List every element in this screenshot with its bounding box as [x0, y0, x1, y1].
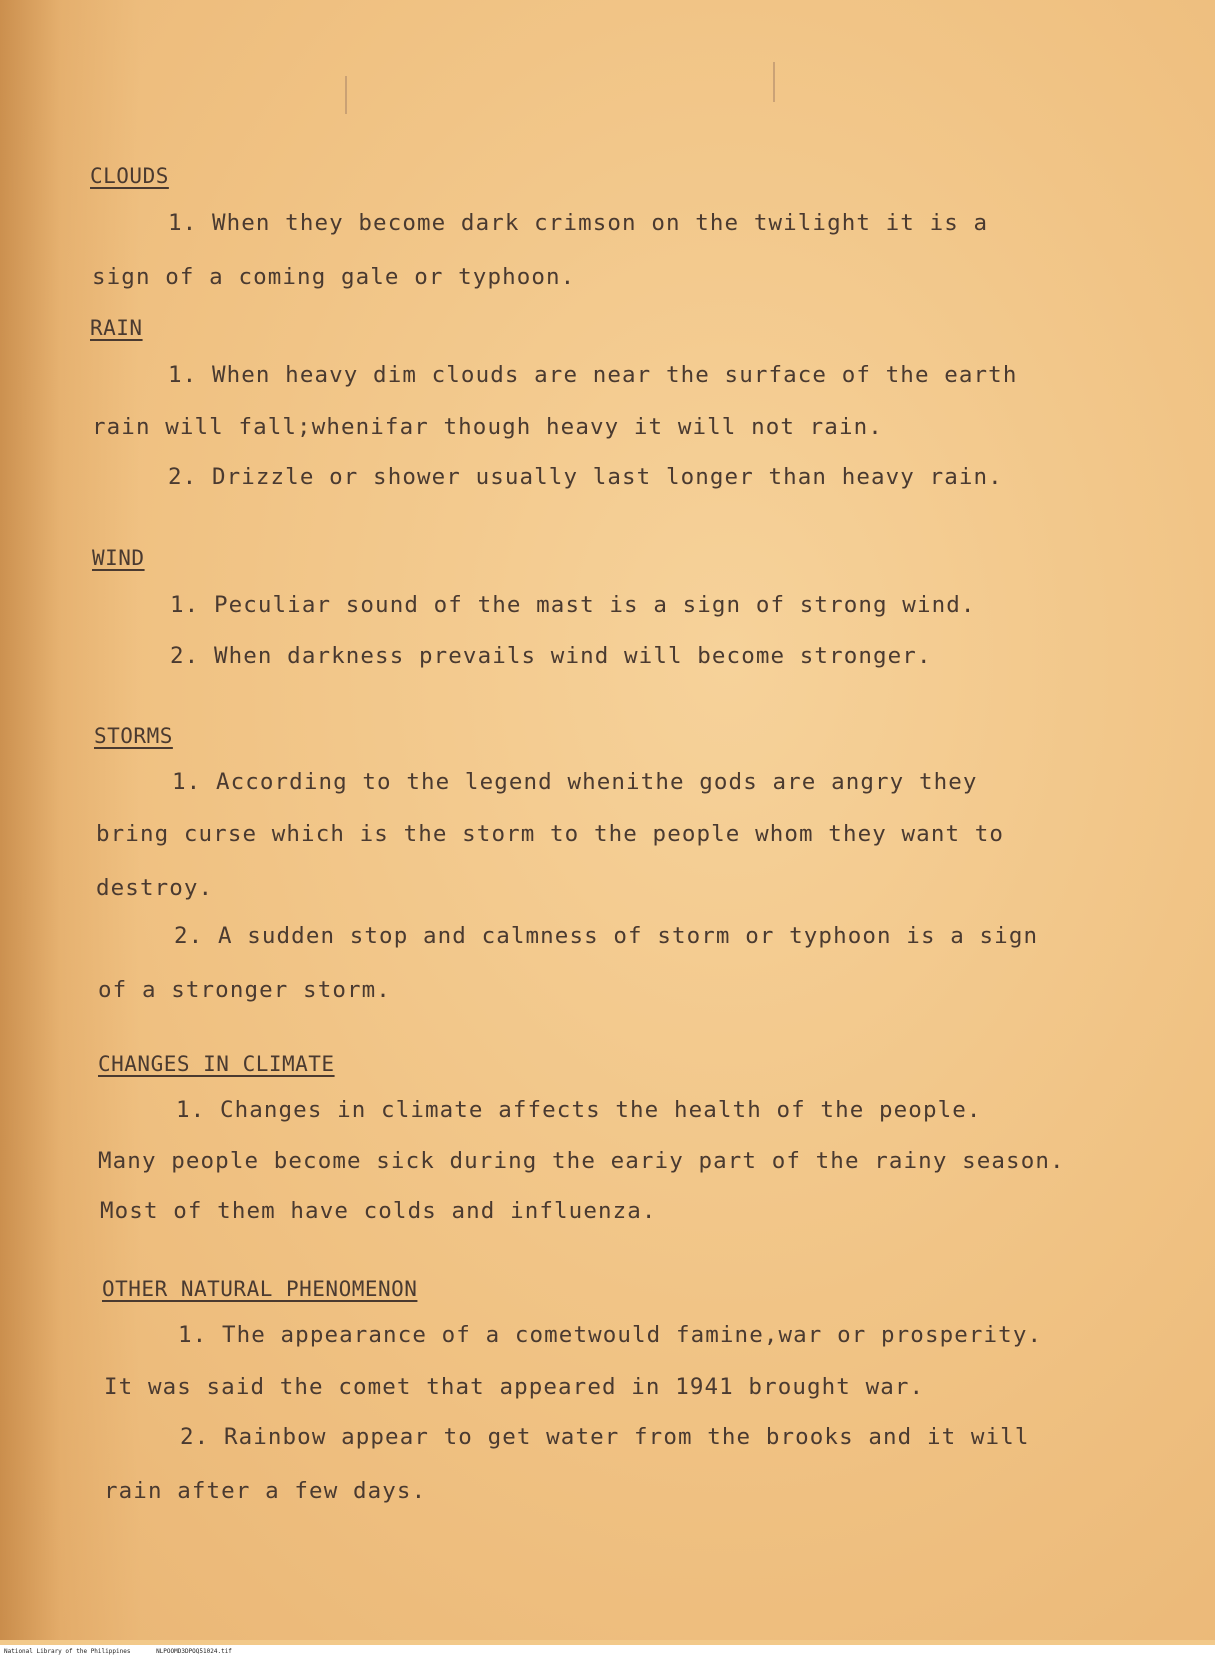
text-line: 1. The appearance of a cometwould famine,war or prosperity. [178, 1322, 1043, 1348]
text-line: of a stronger storm. [98, 977, 391, 1003]
heading-rain: RAIN [90, 316, 143, 340]
text-line: 1. When heavy dim clouds are near the surface of the earth [168, 362, 1018, 388]
text-line: 2. When darkness prevails wind will become stronger. [170, 643, 932, 669]
text-line: 2. A sudden stop and calmness of storm or typhoon is a sign [174, 923, 1039, 949]
text-line: 2. Drizzle or shower usually last longer than heavy rain. [168, 464, 1003, 490]
heading-storms: STORMS [94, 724, 173, 748]
text-line: rain after a few days. [104, 1478, 427, 1504]
scan-footer [0, 1645, 1215, 1658]
heading-wind: WIND [92, 546, 145, 570]
staple-mark-right [773, 62, 775, 102]
text-line: 1. Changes in climate affects the health of the people. [176, 1097, 982, 1123]
text-line: 1. According to the legend whenithe gods are angry they [172, 769, 978, 795]
text-line: Many people become sick during the eariy part of the rainy season. [98, 1148, 1065, 1174]
text-line: destroy. [96, 875, 214, 901]
text-line: 1. Peculiar sound of the mast is a sign of strong wind. [170, 592, 976, 618]
heading-changes-in-climate: CHANGES IN CLIMATE [98, 1052, 335, 1076]
footer-file-id: NLPOOMD3DPOQ51024.tif [156, 1648, 232, 1655]
text-line: 1. When they become dark crimson on the twilight it is a [168, 210, 989, 236]
text-line: sign of a coming gale or typhoon. [92, 264, 576, 290]
text-line: Most of them have colds and influenza. [100, 1198, 657, 1224]
text-line: bring curse which is the storm to the people whom they want to [96, 821, 1005, 847]
heading-other-natural-phenomenon: OTHER NATURAL PHENOMENON [102, 1277, 418, 1301]
heading-clouds: CLOUDS [90, 164, 169, 188]
staple-mark-left [345, 76, 347, 114]
text-line: 2. Rainbow appear to get water from the brooks and it will [180, 1424, 1030, 1450]
text-line: rain will fall;whenifar though heavy it will not rain. [92, 414, 883, 440]
footer-library-name: National Library of the Philippines [4, 1648, 131, 1655]
text-line: It was said the comet that appeared in 1941 brought war. [104, 1374, 925, 1400]
